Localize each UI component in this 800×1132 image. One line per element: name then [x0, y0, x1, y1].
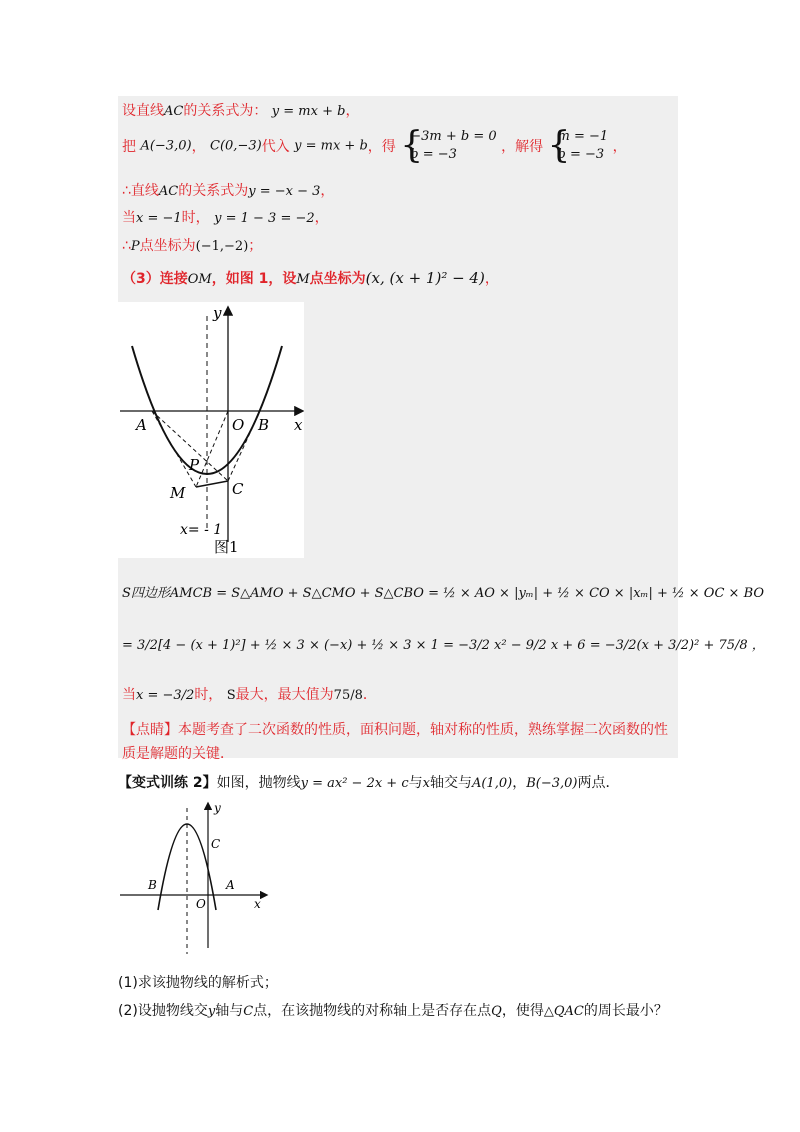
label-m: M	[170, 484, 186, 502]
label-a-2: A	[226, 878, 235, 892]
question-2: (2)设抛物线交y轴与C点，在该抛物线的对称轴上是否存在点Q，使得△QAC的周长最小？	[118, 1003, 668, 1019]
figure-2	[118, 798, 278, 954]
label-b-2: B	[148, 878, 157, 892]
area-equation-1: S四边形AMCB = S△AMO + S△CMO + S△CBO = ½ × AO × |yₘ| + ½ × CO × |xₘ| + ½ × OC × BO	[122, 586, 765, 601]
comment-line-2: 质是解题的关键．	[122, 746, 234, 762]
solution-line-3: ∴直线AC的关系式为y = −x − 3，	[122, 183, 335, 199]
equation-system-1: { −3m + b = 0 b = −3	[400, 125, 497, 166]
label-a: A	[136, 416, 147, 434]
label-p: P	[189, 456, 200, 474]
figure-1	[118, 302, 304, 558]
question-1: (1)求该抛物线的解析式；	[118, 975, 278, 991]
label-x: x	[294, 416, 303, 434]
comment-line-1: 【点睛】本题考查了二次函数的性质，面积问题，轴对称的性质，熟练掌握二次函数的性	[122, 722, 668, 738]
label-axis: x= - 1	[180, 522, 223, 538]
label-o-2: O	[196, 897, 206, 911]
solution-line-max: 当x = −3/2时， S最大，最大值为75/8．	[122, 687, 377, 703]
figure-1-caption: 图1	[214, 538, 239, 556]
label-o: O	[232, 416, 245, 434]
exercise-heading: 【变式训练 2】如图，抛物线y = ax² − 2x + c与x轴交与A(1,0)，B(−3,0)两点．	[118, 775, 620, 791]
solution-line-1: 设直线AC的关系式为： y = mx + b，	[122, 103, 360, 119]
solution-line-5: ∴P点坐标为(−1,−2)；	[122, 238, 263, 254]
label-c-2: C	[211, 837, 221, 851]
solution-line-6: （3）连接OM，如图 1，设M点坐标为(x, (x + 1)² − 4)，	[122, 269, 499, 287]
label-y-2: y	[214, 801, 221, 815]
parabola-figure-1	[118, 302, 304, 558]
area-equation-2: = 3/2[4 − (x + 1)²] + ½ × 3 × (−x) + ½ × 3 × 1 = −3/2 x² − 9/2 x + 6 = −3/2(x + 3/2)² + 75/8 ，	[122, 638, 765, 653]
label-x-2: x	[254, 897, 261, 911]
parabola-figure-2	[118, 798, 278, 954]
solution-line-4: 当x = −1时， y = 1 − 3 = −2，	[122, 210, 329, 226]
segment-om	[196, 411, 228, 487]
solution-line-2: 把 A(−3,0)， C(0,−3)代入 y = mx + b，得 { −3m + b = 0 b = −3 ，解得 { m = −1 b = −3 ，	[122, 125, 627, 166]
equation-system-2: { m = −1 b = −3	[547, 125, 609, 166]
segment-mc	[196, 481, 228, 487]
label-b: B	[258, 416, 270, 434]
label-c: C	[232, 480, 244, 498]
label-y: y	[213, 304, 222, 322]
